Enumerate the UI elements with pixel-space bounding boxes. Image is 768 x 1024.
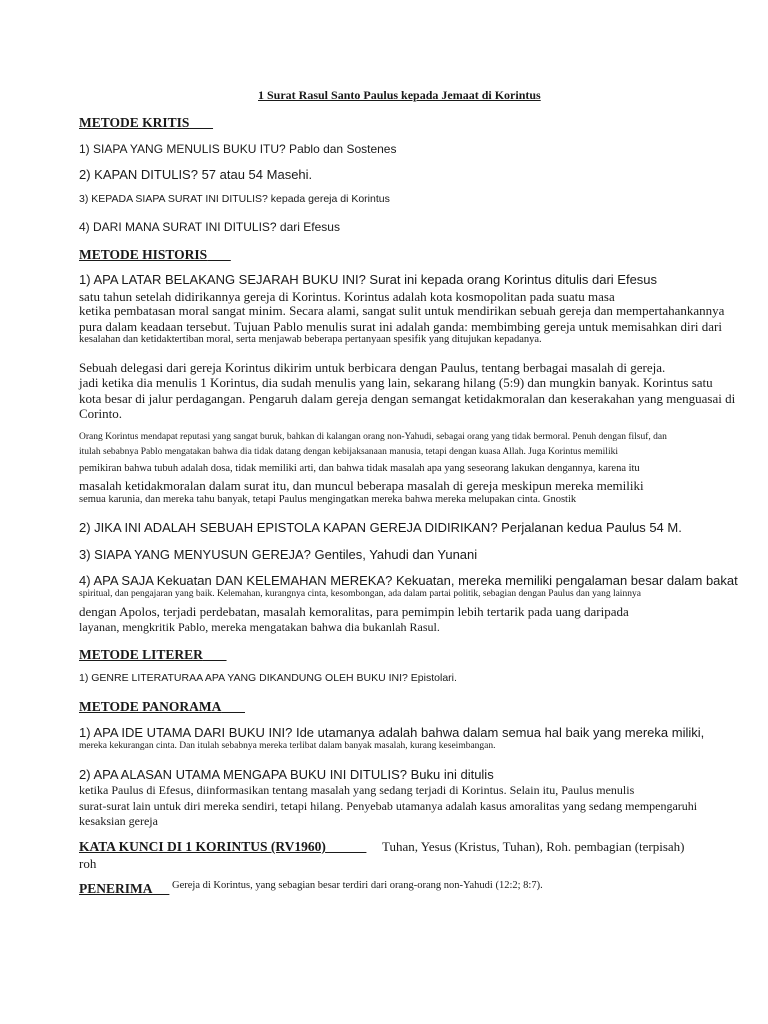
historis-q4-line2: spiritual, dan pengajaran yang baik. Kelemahan, kurangnya cinta, kesombongan, ada dalam partai politik, sebagian dengan Paulus dan yang lainnya [79,589,641,599]
heading-metode-historis: METODE HISTORIS [79,247,208,262]
historis-p1-line4: pura dalam keadaan tersebut. Tujuan Pablo menulis surat ini adalah ganda: membimbing gereja untuk memisahkan diri dari [79,319,722,334]
historis-q2: 2) JIKA INI ADALAH SEBUAH EPISTOLA KAPAN GEREJA DIDIRIKAN? Perjalanan kedua Paulus 54 M. [79,520,682,535]
historis-p2-line2: jadi ketika dia menulis 1 Korintus, dia sudah menulis yang lain, sekarang hilang (5:9) dan mungkin banyak. Korintus satu [79,375,713,390]
historis-p3-line1: Orang Korintus mendapat reputasi yang sangat buruk, bahkan di kalangan orang non-Yahudi, sebagai orang yang tidak bermoral. Penuh dengan filsuf, dan [79,432,667,442]
historis-p3-line2: itulah sebabnya Pablo mengatakan bahwa dia tidak datang dengan kebijaksanaan manusia, tetapi dengan kuasa Allah. Juga Korintus memiliki [79,447,618,457]
literer-q1: 1) GENRE LITERATURAA APA YANG DIKANDUNG OLEH BUKU INI? Epistolari. [79,672,457,684]
heading-penerima: PENERIMA [79,881,153,896]
panorama-q1-line1: 1) APA IDE UTAMA DARI BUKU INI? Ide utamanya adalah bahwa dalam semua hal baik yang mereka miliki, [79,725,705,740]
historis-p1-line1: 1) APA LATAR BELAKANG SEJARAH BUKU INI? Surat ini kepada orang Korintus ditulis dari Efesus [79,272,658,287]
panorama-q2-line4: kesaksian gereja [79,814,158,828]
kritis-q1: 1) SIAPA YANG MENULIS BUKU ITU? Pablo dan Sostenes [79,142,397,156]
historis-p3-line5: semua karunia, dan mereka tahu banyak, tetapi Paulus mengingatkan mereka bahwa mereka melupakan cinta. Gnostik [79,494,577,505]
heading-kata-kunci: KATA KUNCI DI 1 KORINTUS (RV1960) [79,839,326,854]
kritis-q4: 4) DARI MANA SURAT INI DITULIS? dari Efesus [79,220,340,234]
historis-p3-line4: masalah ketidakmoralan dalam surat itu, dan muncul beberapa masalah di gereja meskipun mereka memiliki [79,478,644,493]
historis-p2-line1: Sebuah delegasi dari gereja Korintus dikirim untuk berbicara dengan Paulus, tentang berbagai masalah di gereja. [79,360,666,375]
panorama-q1-line2: mereka kekurangan cinta. Dan itulah sebabnya mereka terlibat dalam banyak masalah, kurang keseimbangan. [79,741,496,751]
kata-kunci-text: Tuhan, Yesus (Kristus, Tuhan), Roh. pembagian (terpisah) [382,839,685,854]
heading-metode-kritis: METODE KRITIS [79,115,190,130]
kata-kunci-text-2: roh [79,856,97,871]
panorama-q2-line2: ketika Paulus di Efesus, diinformasikan tentang masalah yang sedang terjadi di Korintus. Selain itu, Paulus menulis [79,783,635,797]
historis-q4-line3: dengan Apolos, terjadi perdebatan, masalah kemoralitas, para pemimpin lebih tertarik pada uang daripada [79,604,629,619]
historis-p3-line3: pemikiran bahwa tubuh adalah dosa, tidak memiliki arti, dan bahwa tidak masalah apa yang seseorang lakukan dengannya, karena itu [79,463,640,474]
kritis-q2: 2) KAPAN DITULIS? 57 atau 54 Masehi. [79,167,313,182]
historis-p2-line3: kota besar di jalur perdagangan. Pengaruh dalam gereja dengan semangat ketidakmoralan dan keserakahan yang menguasai di [79,391,736,406]
historis-p2-line4: Corinto. [79,406,122,421]
historis-q3: 3) SIAPA YANG MENYUSUN GEREJA? Gentiles, Yahudi dan Yunani [79,547,478,562]
historis-q4-line4: layanan, mengkritik Pablo, mereka mengatakan bahwa dia bukanlah Rasul. [79,620,440,634]
historis-q4-line1: 4) APA SAJA Kekuatan DAN KELEMAHAN MEREKA? Kekuatan, mereka memiliki pengalaman besar dalam bakat [79,573,738,588]
panorama-q2-line1: 2) APA ALASAN UTAMA MENGAPA BUKU INI DITULIS? Buku ini ditulis [79,767,494,782]
heading-metode-panorama: METODE PANORAMA [79,699,222,714]
historis-p1-line3: ketika pembatasan moral sangat minim. Secara alami, sangat sulit untuk mendirikan sebuah gereja dan mempertahankannya [79,303,725,318]
historis-p1-line5: kesalahan dan ketidaktertiban moral, serta menjawab beberapa pertanyaan spesifik yang ditujukan kepadanya. [79,334,542,345]
kritis-q3: 3) KEPADA SIAPA SURAT INI DITULIS? kepada gereja di Korintus [79,193,390,205]
document-title: 1 Surat Rasul Santo Paulus kepada Jemaat di Korintus [258,88,541,102]
historis-p1-line2: satu tahun setelah didirikannya gereja di Korintus. Korintus adalah kota kosmopolitan pada suatu masa [79,289,615,304]
panorama-q2-line3: surat-surat lain untuk diri mereka sendiri, tetapi hilang. Penyebab utamanya adalah kasus amoralitas yang sedang mempengaruhi [79,799,698,813]
heading-metode-literer: METODE LITERER [79,647,203,662]
penerima-text: Gereja di Korintus, yang sebagian besar terdiri dari orang-orang non-Yahudi (12:2; 8:7). [172,880,543,891]
